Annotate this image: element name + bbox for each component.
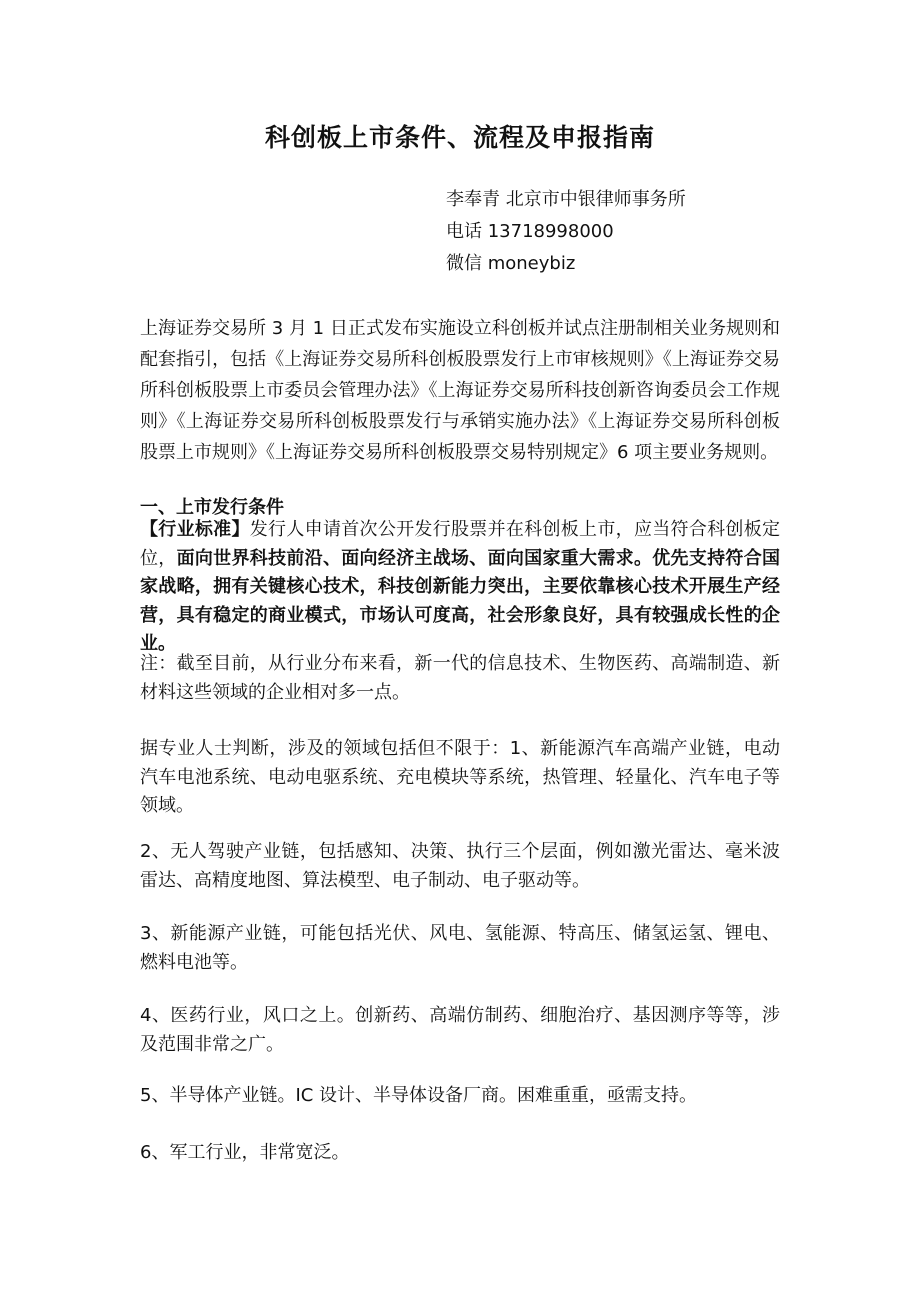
author-wechat: 微信 moneybiz [446,253,576,274]
list-item-4: 4、医药行业，风口之上。创新药、高端仿制药、细胞治疗、基因测序等等，涉及范围非常之广。 [140,1005,780,1055]
list-item-5: 5、半导体产业链。IC 设计、半导体设备厂商。困难重重，亟需支持。 [140,1085,698,1106]
list-item-2: 2、无人驾驶产业链，包括感知、决策、执行三个层面，例如激光雷达、毫米波雷达、高精度地图、算法模型、电子制动、电子驱动等。 [140,841,780,891]
list-item-6: 6、军工行业，非常宽泛。 [140,1142,350,1163]
document-title: 科创板上市条件、流程及申报指南 [264,123,655,152]
intro-paragraph: 上海证券交易所 3 月 1 日正式发布实施设立科创板并试点注册制相关业务规则和配套指引，包括《上海证券交易所科创板股票发行上市审核规则》《上海证券交易所科创板股票上市委员会管理办法》《上海证券交易所科技创新咨询委员会工作规则》《上海证券交易所科创板股票发行与承销实施办法》《上海证券交易所科创板股票上市规则》《上海证券交易所科创板股票交易特别规定》6 项主要业务规则。 [140,318,780,463]
industry-standard-paragraph [140,516,780,659]
industry-standard-label: 【行业标准】 [140,519,250,540]
note-paragraph: 注：截至目前，从行业分布来看，新一代的信息技术、生物医药、高端制造、新材料这些领域的企业相对多一点。 [140,653,780,703]
list-item-3: 3、新能源产业链，可能包括光伏、风电、氢能源、特高压、储氢运氢、锂电、燃料电池等。 [140,923,780,973]
industry-standard-text: 发行人申请首次公开发行股票并在科创板上市，应当符合科创板定位， [140,519,780,569]
author-name-firm: 李奉青 北京市中银律师事务所 [446,189,686,210]
section-heading-listing-conditions: 一、上市发行条件 [140,497,284,518]
author-phone: 电话 13718998000 [446,221,614,242]
industry-standard-emphasis: 面向世界科技前沿、面向经济主战场、面向国家重大需求。优先支持符合国家战略，拥有关键核心技术，科技创新能力突出，主要依靠核心技术开展生产经营，具有稳定的商业模式，市场认可度高，社会形象良好，具有较强成长性的企业。 [140,547,781,654]
judgement-paragraph: 据专业人士判断，涉及的领域包括但不限于：1、新能源汽车高端产业链，电动汽车电池系统、电动电驱系统、充电模块等系统，热管理、轻量化、汽车电子等领域。 [140,738,780,816]
